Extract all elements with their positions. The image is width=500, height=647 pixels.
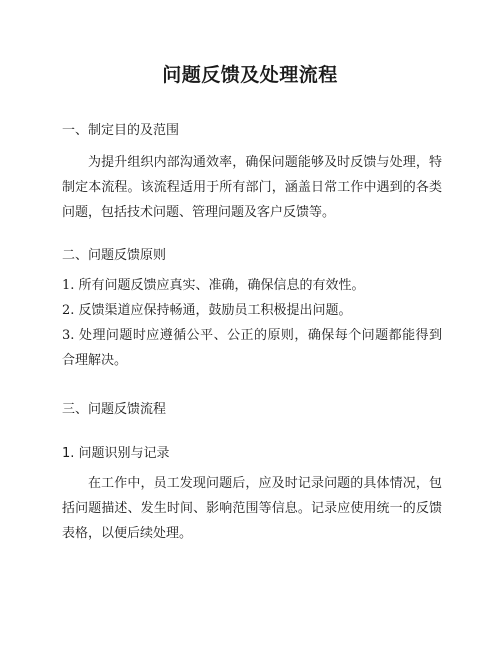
document-title: 问题反馈及处理流程 (162, 64, 338, 86)
section-heading-purpose: 一、制定目的及范围 (62, 123, 180, 138)
section-paragraph-purpose: 为提升组织内部沟通效率，确保问题能够及时反馈与处理，特制定本流程。该流程适用于所有部门，涵盖日常工作中遇到的各类问题，包括技术问题、管理问题及客户反馈等。 (62, 155, 442, 220)
principle-item-1: 1. 所有问题反馈应真实、准确，确保信息的有效性。 (62, 278, 365, 293)
subsection-heading-identify: 1. 问题识别与记录 (62, 446, 170, 461)
subsection-paragraph-identify: 在工作中，员工发现问题后，应及时记录问题的具体情况，包括问题描述、发生时间、影响范围等信息。记录应使用统一的反馈表格，以便后续处理。 (62, 476, 442, 541)
principle-item-2: 2. 反馈渠道应保持畅通，鼓励员工积极提出问题。 (62, 303, 352, 318)
principle-item-3: 3. 处理问题时应遵循公平、公正的原则，确保每个问题都能得到合理解决。 (62, 328, 442, 368)
document-content (62, 122, 442, 546)
section-heading-process: 三、问题反馈流程 (62, 402, 167, 417)
section-heading-principles: 二、问题反馈原则 (62, 248, 167, 263)
